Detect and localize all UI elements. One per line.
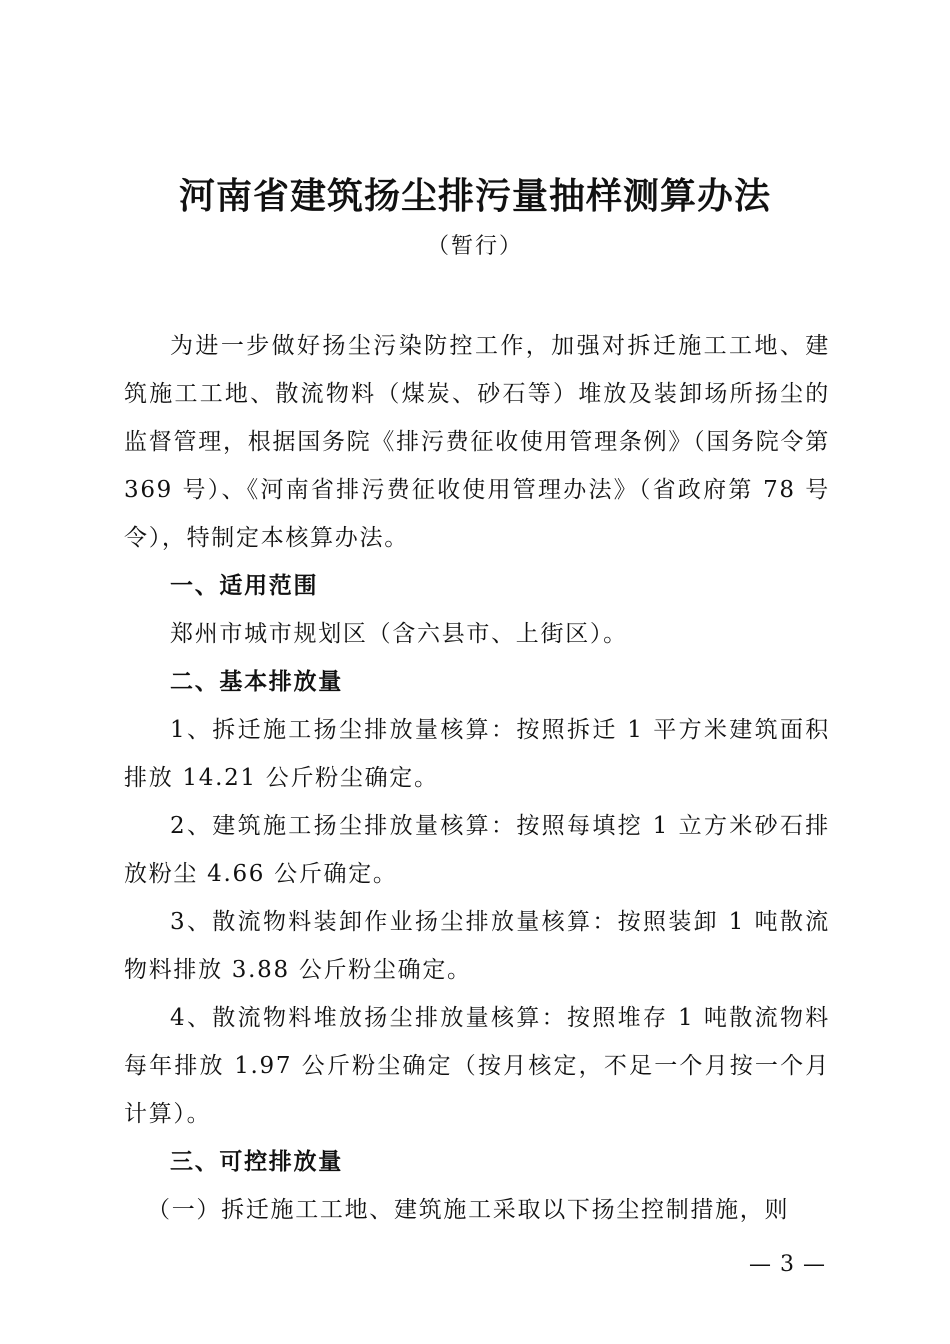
basic-emission-item-4: 4、散流物料堆放扬尘排放量核算：按照堆存 1 吨散流物料每年排放 1.97 公斤粉尘确定（按月核定，不足一个月按一个月计算）。	[124, 1005, 830, 1127]
scope-paragraph: 郑州市城市规划区（含六县市、上街区）。	[170, 621, 628, 647]
intro-paragraph: 为进一步做好扬尘污染防控工作，加强对拆迁施工工地、建筑施工工地、散流物料（煤炭、砂石等）堆放及装卸场所扬尘的监督管理，根据国务院《排污费征收使用管理条例》（国务院令第 369 号）、《河南省排污费征收使用管理办法》（省政府第 78 号令），特制定本核算办法。	[124, 333, 830, 551]
basic-emission-item-2: 2、建筑施工扬尘排放量核算：按照每填挖 1 立方米砂石排放粉尘 4.66 公斤确定。	[124, 813, 830, 887]
section-heading-basic-emission: 二、基本排放量	[170, 669, 343, 695]
section-heading-scope: 一、适用范围	[170, 573, 319, 599]
document-title: 河南省建筑扬尘排污量抽样测算办法	[178, 175, 771, 217]
section-heading-controllable-emission: 三、可控排放量	[170, 1149, 343, 1175]
page-number: — 3 —	[749, 1252, 826, 1277]
basic-emission-item-1: 1、拆迁施工扬尘排放量核算：按照拆迁 1 平方米建筑面积排放 14.21 公斤粉尘确定。	[124, 717, 830, 791]
document-subtitle: （暂行）	[426, 234, 523, 259]
document-body	[124, 322, 830, 1234]
controllable-emission-item-1: （一）拆迁施工工地、建筑施工采取以下扬尘控制措施，则	[147, 1197, 790, 1223]
basic-emission-item-3: 3、散流物料装卸作业扬尘排放量核算：按照装卸 1 吨散流物料排放 3.88 公斤粉尘确定。	[124, 909, 830, 983]
